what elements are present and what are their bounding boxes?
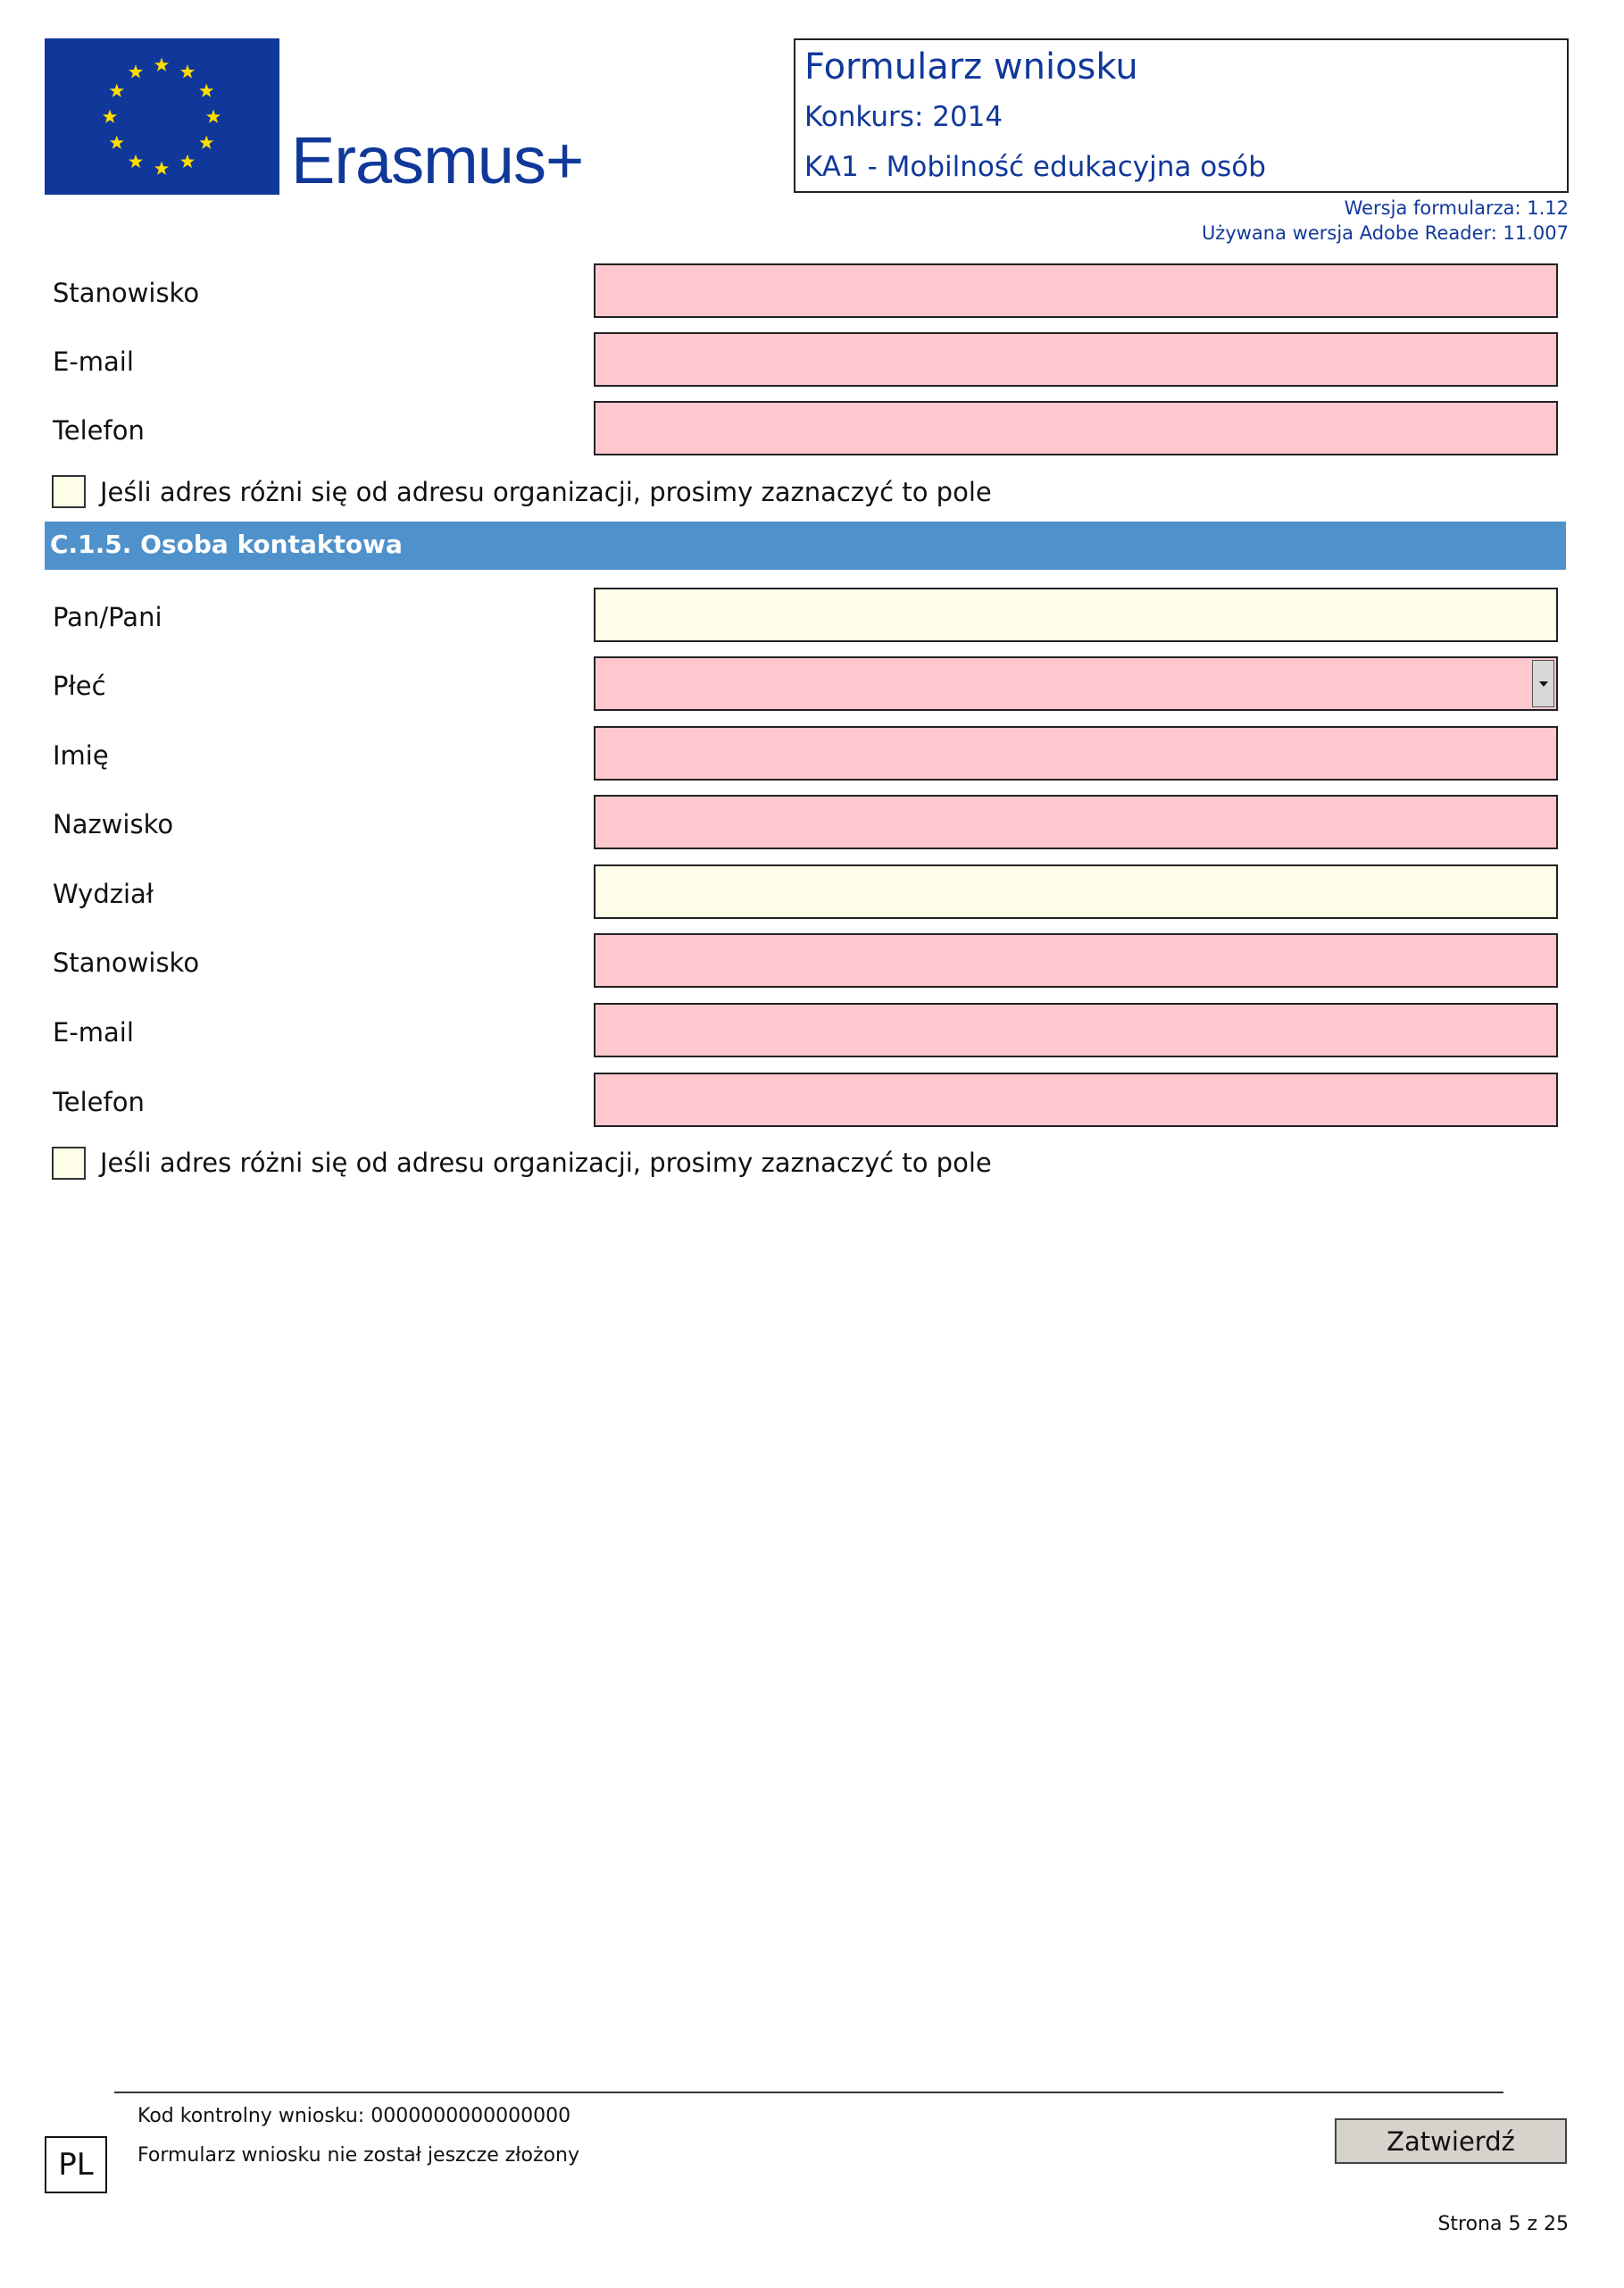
different-address-checkbox[interactable]: [52, 475, 86, 508]
call-year: Konkurs: 2014: [804, 101, 1004, 133]
language-indicator: PL: [45, 2136, 107, 2193]
flag-star: [103, 110, 117, 123]
contact-email-label: E-mail: [53, 1017, 134, 1048]
different-address-label: Jeśli adres różni się od adresu organizacji, prosimy zaznaczyć to pole: [100, 477, 992, 507]
flag-star: [129, 64, 143, 78]
flag-star: [154, 58, 169, 71]
section-header-contact-person: [45, 522, 1566, 570]
position-field[interactable]: [594, 263, 1558, 318]
erasmus-logo: Erasmus+: [291, 123, 584, 197]
eu-flag-icon: [45, 38, 279, 195]
title-label: Pan/Pani: [53, 602, 162, 632]
submission-status: Formularz wniosku nie został jeszcze złożony: [137, 2144, 579, 2167]
contact-different-address-label: Jeśli adres różni się od adresu organizacji, prosimy zaznaczyć to pole: [100, 1148, 992, 1178]
flag-star: [154, 162, 169, 175]
department-field[interactable]: [594, 864, 1558, 919]
form-header-box: [794, 38, 1569, 193]
contact-different-address-checkbox[interactable]: [52, 1147, 86, 1180]
title-field[interactable]: [594, 588, 1558, 642]
page-number: Strona 5 z 25: [1437, 2213, 1569, 2235]
contact-phone-label: Telefon: [53, 1087, 145, 1117]
gender-dropdown[interactable]: [594, 656, 1558, 711]
form-title: Formularz wniosku: [804, 46, 1138, 88]
email-field[interactable]: [594, 332, 1558, 387]
key-action: KA1 - Mobilność edukacyjna osób: [804, 151, 1266, 183]
chevron-down-icon[interactable]: [1532, 660, 1554, 707]
flag-star: [110, 84, 124, 97]
first-name-label: Imię: [53, 740, 109, 771]
phone-label: Telefon: [53, 415, 145, 446]
email-label: E-mail: [53, 347, 134, 377]
submit-button[interactable]: Zatwierdź: [1335, 2118, 1567, 2164]
first-name-field[interactable]: [594, 726, 1558, 781]
flag-star: [206, 110, 221, 123]
last-name-field[interactable]: [594, 795, 1558, 849]
reader-version: Używana wersja Adobe Reader: 11.007: [1201, 222, 1569, 244]
footer-divider: [114, 2092, 1503, 2093]
flag-star: [199, 136, 213, 149]
control-code: Kod kontrolny wniosku: 0000000000000000: [137, 2105, 571, 2127]
flag-star: [199, 84, 213, 97]
gender-label: Płeć: [53, 671, 106, 701]
flag-star: [180, 154, 195, 168]
flag-star: [129, 154, 143, 168]
contact-position-label: Stanowisko: [53, 948, 200, 978]
contact-phone-field[interactable]: [594, 1073, 1558, 1127]
flag-star: [180, 64, 195, 78]
contact-position-field[interactable]: [594, 933, 1558, 988]
section-title: C.1.5. Osoba kontaktowa: [50, 530, 403, 559]
position-label: Stanowisko: [53, 278, 200, 308]
last-name-label: Nazwisko: [53, 809, 174, 839]
flag-star: [110, 136, 124, 149]
contact-email-field[interactable]: [594, 1003, 1558, 1057]
phone-field[interactable]: [594, 401, 1558, 455]
form-version: Wersja formularza: 1.12: [1344, 197, 1569, 219]
department-label: Wydział: [53, 879, 154, 909]
